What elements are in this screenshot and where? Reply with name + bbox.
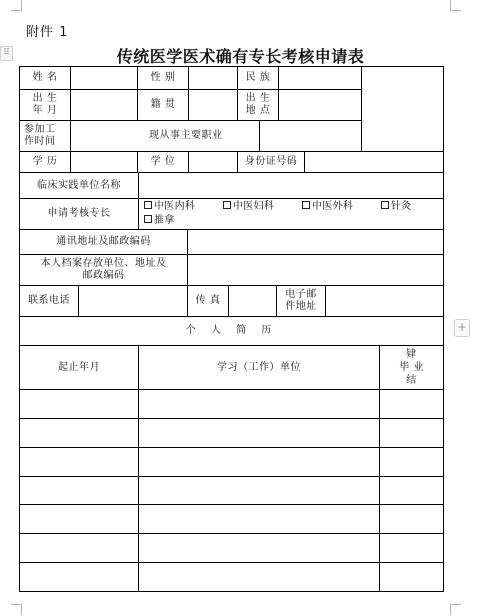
- add-column-button[interactable]: +: [454, 319, 470, 337]
- label-current-job: 现从事主要职业: [149, 130, 223, 141]
- checkbox-icon: [144, 201, 152, 209]
- input-email[interactable]: [326, 286, 443, 316]
- grid-line: [19, 591, 444, 592]
- option-internal-medicine[interactable]: [144, 201, 195, 213]
- input-ethnicity[interactable]: [279, 67, 361, 89]
- input-work-start[interactable]: [71, 121, 137, 151]
- resume-period-input[interactable]: [20, 477, 138, 505]
- label-id-number: 身份证号码: [244, 156, 298, 167]
- resume-witness-input[interactable]: [380, 534, 443, 562]
- label-address: 通讯地址及邮政编码: [56, 236, 151, 247]
- resume-section-title: 个 人 简 历: [185, 325, 278, 336]
- input-phone[interactable]: [79, 286, 187, 316]
- option-acupuncture[interactable]: [381, 201, 412, 213]
- input-address[interactable]: [188, 230, 443, 254]
- resume-unit-input[interactable]: [139, 534, 379, 562]
- resume-header-period: 起止年月: [58, 361, 100, 373]
- resume-unit-input[interactable]: [139, 477, 379, 505]
- label-clinical-unit: 临床实践单位名称: [37, 179, 121, 191]
- photo-area: [362, 67, 443, 151]
- label-birth-place: 出 生 地 点: [245, 93, 271, 116]
- option-label: 针灸: [391, 201, 412, 212]
- checkbox-icon: [223, 201, 231, 209]
- label-birth-date: 出 生 年 月: [32, 93, 58, 116]
- resume-unit-input[interactable]: [139, 419, 379, 447]
- resume-witness-input[interactable]: [380, 505, 443, 533]
- checkbox-icon: [381, 201, 389, 209]
- input-native-place[interactable]: [189, 90, 237, 120]
- resume-period-input[interactable]: [20, 419, 138, 447]
- label-education: 学 历: [32, 156, 58, 167]
- option-gynecology[interactable]: [223, 201, 274, 213]
- option-label: 中医妇科: [233, 201, 275, 212]
- label-work-start: 参加工 作时间: [24, 124, 56, 147]
- input-birth-place[interactable]: [279, 90, 361, 120]
- resume-witness-input[interactable]: [380, 390, 443, 418]
- resume-period-input[interactable]: [20, 563, 138, 591]
- label-archive: 本人档案存放单位、地址及 邮政编码: [40, 258, 167, 281]
- resume-unit-input[interactable]: [139, 390, 379, 418]
- input-gender[interactable]: [189, 67, 237, 89]
- resume-witness-input[interactable]: [380, 448, 443, 476]
- label-native-place: 籍 贯: [150, 99, 176, 110]
- label-phone: 联系电话: [28, 295, 70, 306]
- input-fax[interactable]: [229, 286, 276, 316]
- option-tuina[interactable]: [144, 215, 175, 227]
- label-email: 电子邮 件地址: [285, 289, 317, 312]
- resume-period-input[interactable]: [20, 534, 138, 562]
- label-gender: 性 别: [150, 72, 176, 83]
- grid-line: [443, 66, 444, 592]
- resume-unit-input[interactable]: [139, 448, 379, 476]
- label-degree: 学 位: [150, 156, 176, 167]
- input-birth-date[interactable]: [71, 90, 137, 120]
- resume-period-input[interactable]: [20, 448, 138, 476]
- input-degree[interactable]: [189, 152, 237, 172]
- resume-unit-input[interactable]: [139, 505, 379, 533]
- page-title: 传统医学医术确有专长考核申请表: [116, 47, 365, 66]
- option-label: 中医外科: [312, 201, 354, 212]
- attachment-label: 附件 1: [26, 25, 69, 40]
- resume-header-witness: 肄 毕 业 结: [399, 349, 424, 386]
- input-education[interactable]: [71, 152, 137, 172]
- input-clinical-unit[interactable]: [139, 173, 443, 198]
- table-move-handle[interactable]: ⠿: [0, 46, 13, 61]
- input-name[interactable]: [71, 67, 137, 89]
- option-surgery[interactable]: [302, 201, 353, 213]
- resume-unit-input[interactable]: [139, 563, 379, 591]
- option-label: 推拿: [154, 215, 175, 226]
- checkbox-icon: [302, 201, 310, 209]
- resume-period-input[interactable]: [20, 505, 138, 533]
- resume-period-input[interactable]: [20, 390, 138, 418]
- resume-witness-input[interactable]: [380, 477, 443, 505]
- label-ethnicity: 民 族: [245, 72, 271, 83]
- resume-header-unit: 学习（工作）单位: [217, 361, 301, 373]
- resume-witness-input[interactable]: [380, 563, 443, 591]
- label-name: 姓 名: [32, 72, 58, 83]
- label-specialty: 申请考核专长: [47, 208, 111, 219]
- resume-witness-input[interactable]: [380, 419, 443, 447]
- option-label: 中医内科: [154, 201, 196, 212]
- checkbox-icon: [144, 215, 152, 223]
- label-fax: 传 真: [195, 295, 221, 306]
- input-current-job[interactable]: [260, 121, 361, 151]
- input-archive[interactable]: [188, 255, 443, 285]
- input-id-number[interactable]: [305, 152, 443, 172]
